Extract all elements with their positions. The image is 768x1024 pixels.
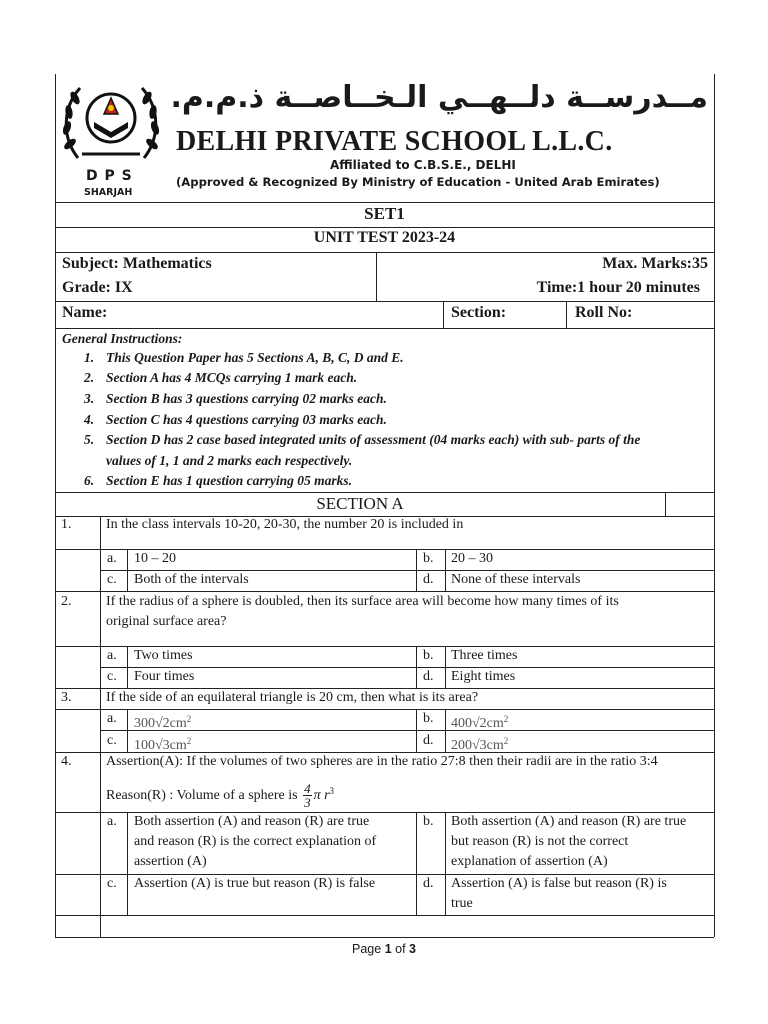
name-field-label: Name: [62,304,108,321]
question-text: If the side of an equilateral triangle is 20 cm, then what is its area? [106,690,479,705]
instructions-heading: General Instructions: [62,331,183,346]
option-text-line: Assertion (A) is true but reason (R) is false [134,876,376,891]
option-text: $100√3cm^2$ [134,736,192,753]
option-text-line: assertion (A) [134,854,207,869]
option-label: c. [107,669,117,684]
instruction-number: 1. [84,350,95,365]
page-number: Page 1 of 3 [352,942,416,956]
instruction-number: 3. [84,391,95,406]
grade: Grade: IX [62,279,133,296]
option-label: d. [423,876,434,891]
option-text: $400√2cm^2$ [451,714,509,731]
instruction-number: 2. [84,370,95,385]
instruction-text: Section E has 1 question carrying 05 marks. [106,473,353,488]
instruction-number: 5. [84,432,95,447]
section-a-title: SECTION A [316,494,404,513]
option-label: b. [423,648,434,663]
option-label: d. [423,733,434,748]
assertion-text: Assertion(A): If the volumes of two spheres are in the ratio 27:8 then their radii are in the ratio 3:4 [106,754,658,769]
option-text: Both of the intervals [134,572,249,587]
instruction-text: Section B has 3 questions carrying 02 marks each. [106,391,387,406]
question-number: 1. [61,517,72,532]
option-text: None of these intervals [451,572,581,587]
school-name-arabic: مــدرســة دلــهــي الـخــاصــة ذ.م.م. [170,80,708,115]
approval-line: (Approved & Recognized By Ministry of Education - United Arab Emirates) [176,175,660,189]
time-allowed: Time:1 hour 20 minutes [536,279,700,296]
instruction-text-continued: values of 1, 1 and 2 marks each respectively. [106,453,353,468]
section-field-label: Section: [451,304,507,321]
question-text: If the radius of a sphere is doubled, then its surface area will become how many times of its [106,594,619,609]
school-logo [58,78,164,200]
option-text: Two times [134,648,193,663]
instruction-text: Section D has 2 case based integrated units of assessment (04 marks each) with sub- parts of the [106,432,641,447]
option-text-line: and reason (R) is the correct explanation of [134,834,377,849]
roll-no-field-label: Roll No: [575,304,633,321]
option-text-line: explanation of assertion (A) [451,854,608,869]
option-label: d. [423,572,434,587]
option-label: a. [107,711,117,726]
option-label: c. [107,733,117,748]
option-label: d. [423,669,434,684]
reason-text: Reason(R) : Volume of a sphere is $\frac{4}{3}$ π $r^3$ [106,781,335,811]
option-text: Eight times [451,669,516,684]
option-label: a. [107,551,117,566]
option-text-line: Both assertion (A) and reason (R) are true [134,814,370,829]
option-label: a. [107,814,117,829]
question-text: In the class intervals 10-20, 20-30, the number 20 is included in [106,517,464,532]
option-text: Three times [451,648,518,663]
question-number: 3. [61,690,72,705]
option-text-line: Assertion (A) is false but reason (R) is [451,876,667,891]
affiliation: Affiliated to C.B.S.E., DELHI [330,158,516,172]
option-label: b. [423,551,434,566]
logo-city: SHARJAH [84,187,133,198]
option-label: c. [107,572,117,587]
option-text: 10 – 20 [134,551,176,566]
option-text: $300√2cm^2$ [134,714,192,731]
option-text-line: true [451,896,473,911]
option-text: Four times [134,669,195,684]
instruction-number: 6. [84,473,95,488]
instruction-text: Section A has 4 MCQs carrying 1 mark each. [106,370,358,385]
subject: Subject: Mathematics [62,255,212,272]
max-marks: Max. Marks:35 [602,255,708,272]
option-text-line: Both assertion (A) and reason (R) are true [451,814,687,829]
exam-title: UNIT TEST 2023-24 [313,229,456,246]
instruction-text: Section C has 4 questions carrying 03 marks each. [106,412,387,427]
question-text-continued: original surface area? [106,614,227,629]
option-text: $200√3cm^2$ [451,736,509,753]
option-text: 20 – 30 [451,551,493,566]
logo-initials: D P S [86,168,133,184]
option-label: a. [107,648,117,663]
option-label: c. [107,876,117,891]
question-number: 2. [61,594,72,609]
instruction-text: This Question Paper has 5 Sections A, B, C, D and E. [106,350,404,365]
set-label: SET1 [364,204,405,223]
school-name: DELHI PRIVATE SCHOOL L.L.C. [176,126,613,157]
option-text-line: but reason (R) is not the correct [451,834,629,849]
laurel-crest-icon [58,78,164,170]
question-number: 4. [61,754,72,769]
option-label: b. [423,711,434,726]
option-label: b. [423,814,434,829]
instruction-number: 4. [84,412,95,427]
fraction: $\frac{4}{3}$ [304,781,311,811]
